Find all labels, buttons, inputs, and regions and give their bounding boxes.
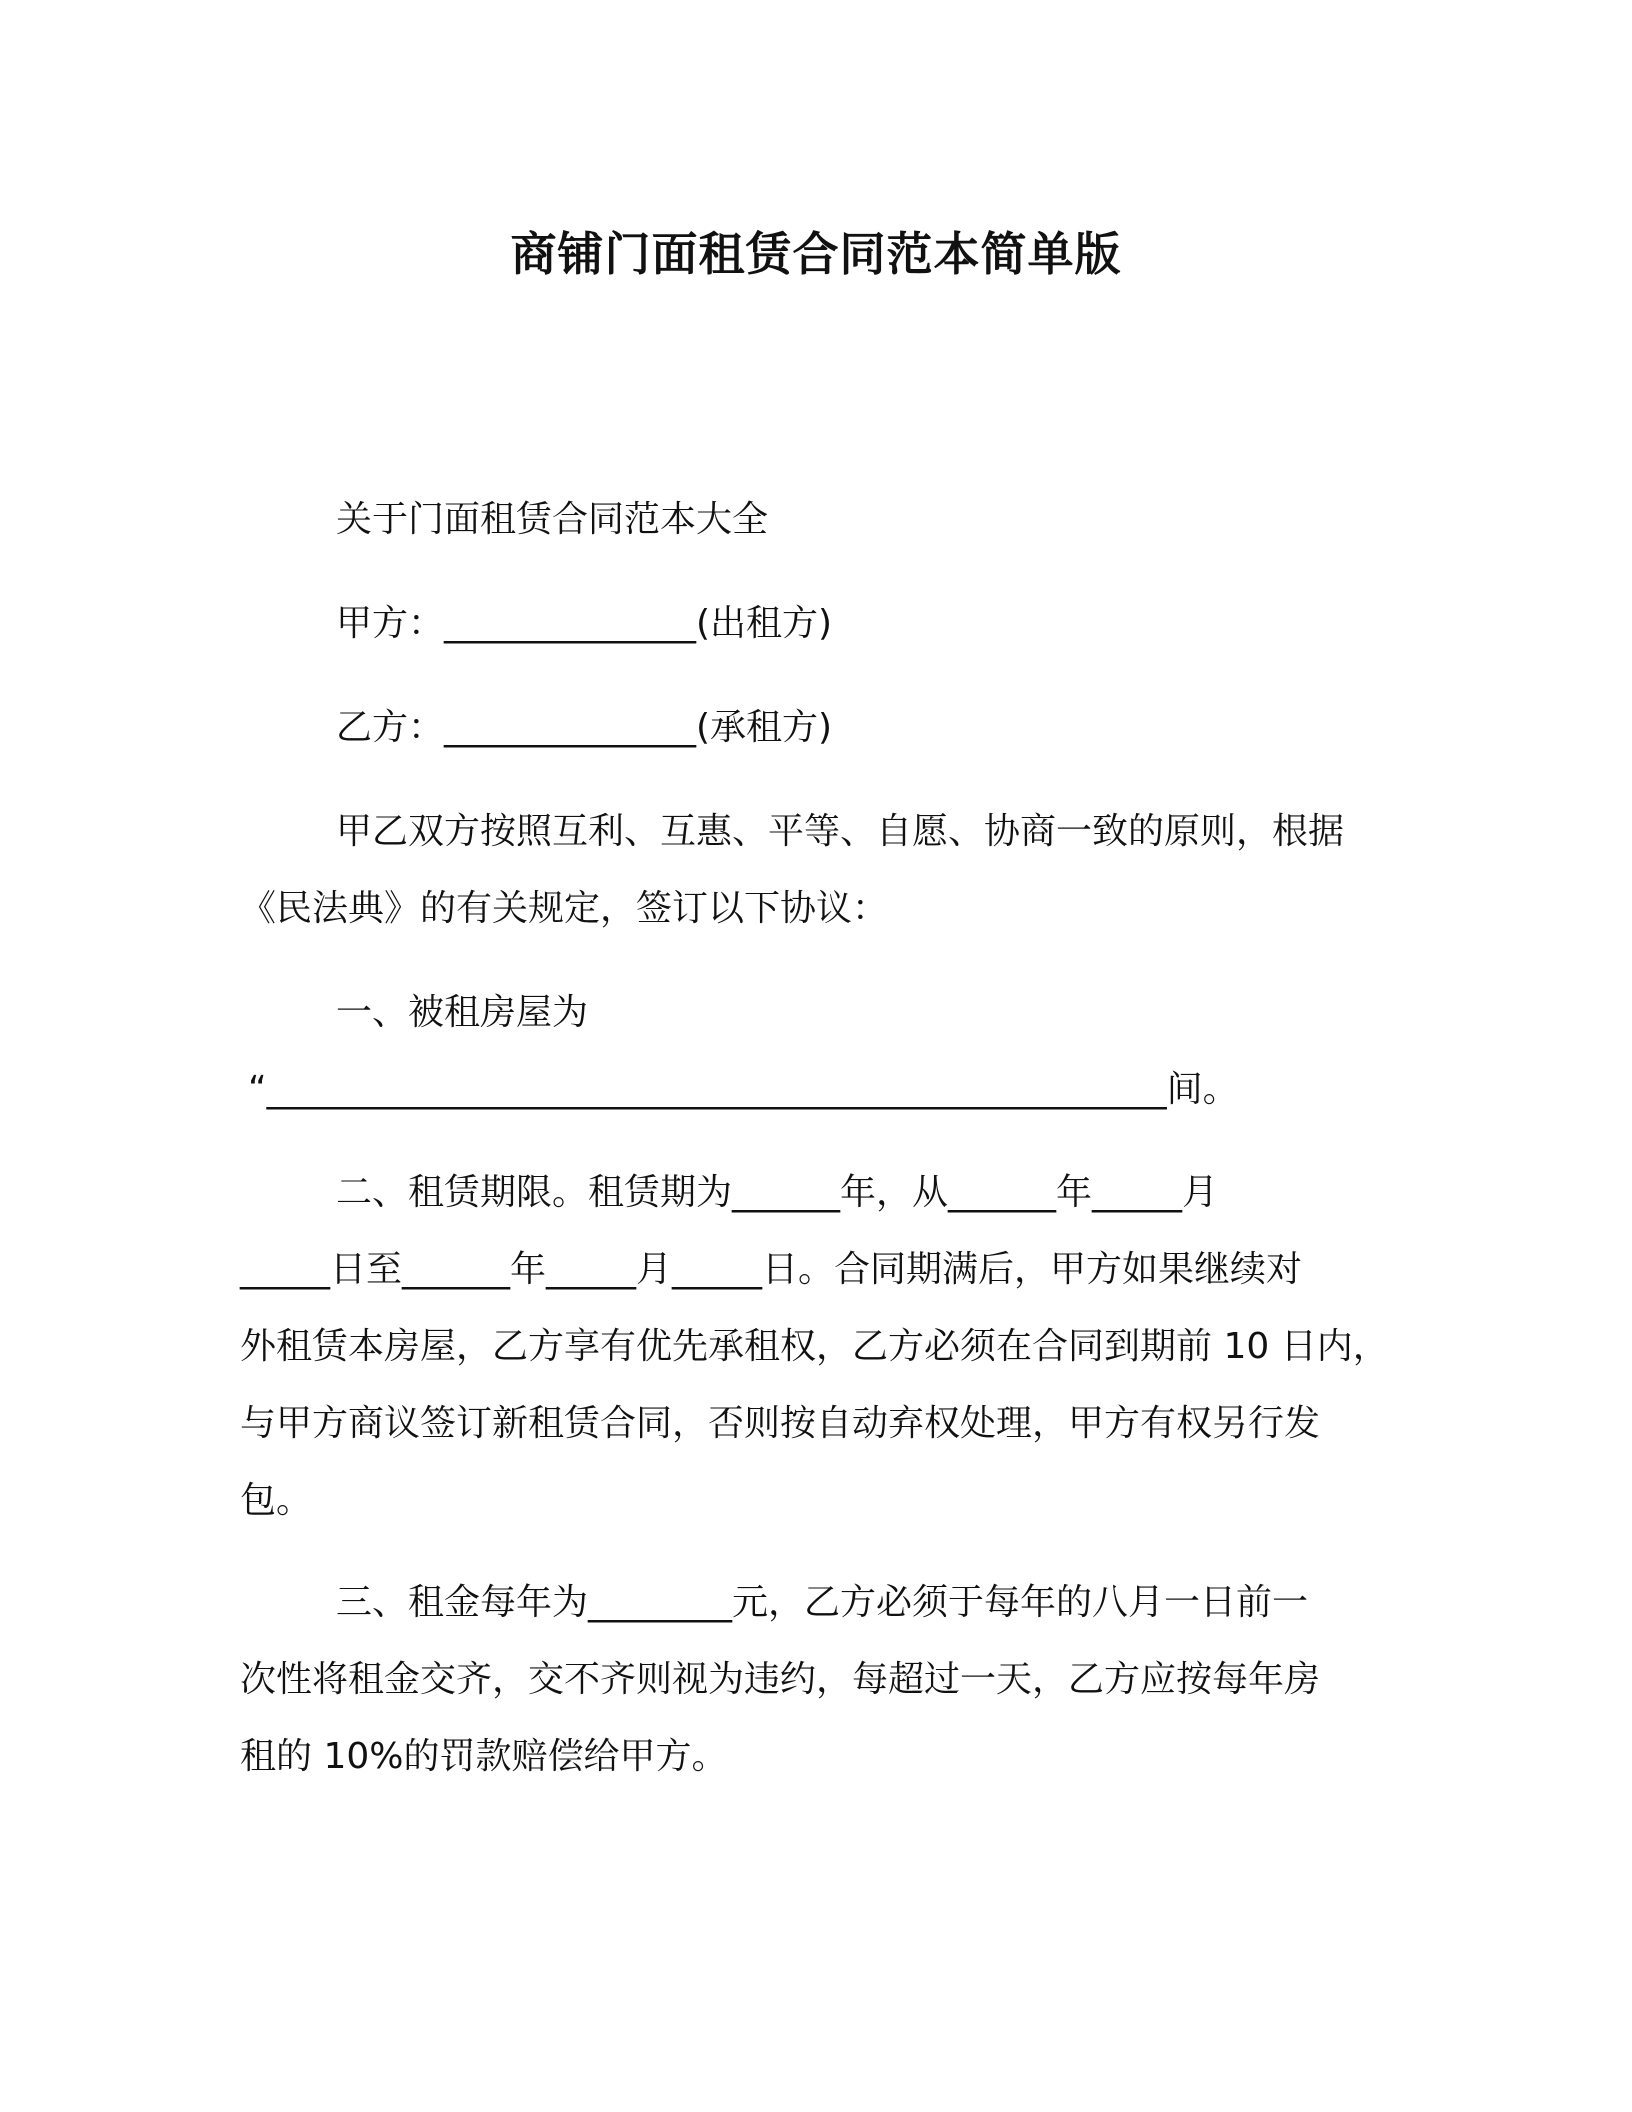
party-a-line: 甲方：______________(出租方) [336, 603, 833, 644]
party-b-line: 乙方：______________(承租方) [336, 707, 833, 748]
clause-2-paragraph [240, 1154, 1410, 1539]
document-title: 商铺门面租赁合同范本简单版 [510, 227, 1122, 281]
clause-2-line-2: _____日至______年_____月_____日。合同期满后，甲方如果继续对 [240, 1249, 1303, 1290]
intro-paragraph [240, 793, 1410, 947]
clause-1-line-1: 一、被租房屋为 [336, 992, 589, 1033]
clause-3-line-3: 租的 10%的罚款赔偿给甲方。 [240, 1736, 728, 1777]
clause-3-paragraph [240, 1564, 1410, 1795]
intro-line-1: 甲乙双方按照互利、互惠、平等、自愿、协商一致的原则，根据 [336, 811, 1345, 852]
clause-1-paragraph [240, 974, 1410, 1128]
clause-2-line-4: 与甲方商议签订新租赁合同，否则按自动弃权处理，甲方有权另行发 [240, 1403, 1321, 1444]
intro-line-2: 《民法典》的有关规定，签订以下协议： [240, 888, 889, 929]
clause-3-line-1: 三、租金每年为________元，乙方必须于每年的八月一日前一 [336, 1582, 1309, 1623]
clause-2-line-1: 二、租赁期限。租赁期为______年，从______年_____月 [336, 1172, 1219, 1213]
document-subtitle: 关于门面租赁合同范本大全 [336, 499, 769, 540]
clause-3-line-2: 次性将租金交齐，交不齐则视为违约，每超过一天，乙方应按每年房 [240, 1659, 1321, 1700]
clause-2-line-5: 包。 [240, 1480, 313, 1521]
clause-2-line-3: 外租赁本房屋，乙方享有优先承租权，乙方必须在合同到期前 10 日内， [240, 1326, 1389, 1367]
clause-1-line-2: “__________________________________________________间。 [248, 1069, 1239, 1110]
